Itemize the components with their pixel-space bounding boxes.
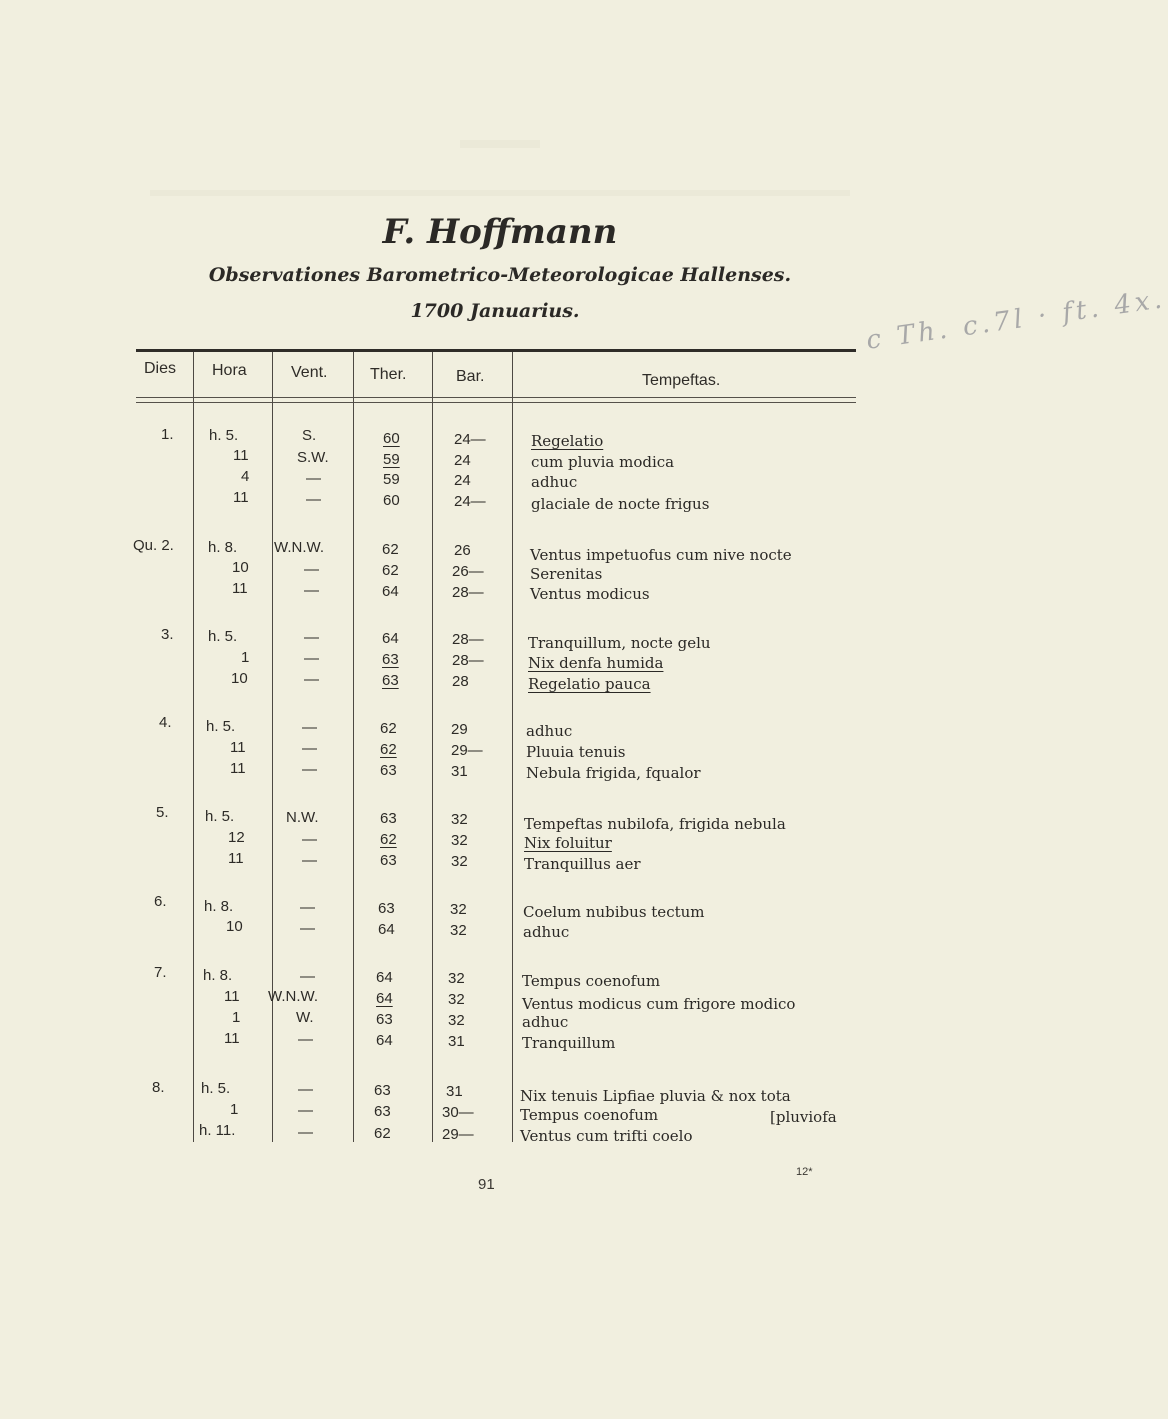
wind-cell: S.W.	[297, 449, 329, 466]
weather-cell: Ventus modicus	[530, 585, 650, 603]
thermometer-cell: 64	[376, 1032, 393, 1049]
barometer-cell: 32	[451, 811, 468, 828]
hour-cell: h. 5.	[209, 427, 239, 444]
wind-cell: —	[306, 491, 321, 508]
day-cell: 8.	[152, 1079, 165, 1096]
barometer-cell: 24	[454, 452, 471, 469]
weather-cell: Tempeftas nubilofa, frigida nebula	[524, 815, 786, 833]
hour-cell: h. 8.	[204, 898, 234, 915]
thermometer-cell: 62	[382, 562, 399, 579]
thermometer-cell: 62	[380, 831, 397, 848]
barometer-cell: 26—	[452, 563, 484, 580]
thermometer-cell: 63	[380, 762, 397, 779]
wind-cell: —	[304, 671, 319, 688]
barometer-cell: 31	[448, 1033, 465, 1050]
header-rule-double	[136, 402, 856, 403]
weather-cell: Nix tenuis Lipfiae pluvia & nox tota	[520, 1087, 791, 1105]
thermometer-cell: 63	[374, 1082, 391, 1099]
weather-cell: Nix foluitur	[524, 834, 612, 852]
thermometer-cell: 63	[374, 1103, 391, 1120]
hour-cell: 11	[224, 988, 240, 1005]
wind-cell: S.	[302, 427, 317, 444]
weather-cell: Ventus cum trifti coelo	[520, 1127, 693, 1145]
hour-cell: 10	[232, 559, 249, 576]
barometer-cell: 28—	[452, 652, 484, 669]
thermometer-cell: 62	[380, 741, 397, 758]
author-title: F. Hoffmann	[382, 212, 618, 252]
wind-cell: —	[302, 831, 317, 848]
thermometer-cell: 63	[376, 1011, 393, 1028]
barometer-cell: 31	[446, 1083, 463, 1100]
column-divider	[193, 352, 194, 1142]
day-cell: 5.	[156, 804, 169, 821]
wind-cell: —	[304, 629, 319, 646]
hour-cell: 11	[233, 447, 249, 464]
barometer-cell: 29	[451, 721, 468, 738]
column-divider	[512, 352, 513, 1142]
barometer-cell: 31	[451, 763, 468, 780]
column-header-bar: Bar.	[456, 368, 485, 385]
column-header-tempestas: Tempeftas.	[642, 372, 721, 389]
barometer-cell: 24—	[454, 431, 486, 448]
thermometer-cell: 62	[382, 541, 399, 558]
weather-cell: adhuc	[531, 473, 578, 491]
weather-cell: Tranquillus aer	[524, 855, 641, 873]
barometer-cell: 28	[452, 673, 469, 690]
barometer-cell: 29—	[442, 1126, 474, 1143]
barometer-cell: 32	[448, 970, 465, 987]
wind-cell: —	[304, 582, 319, 599]
day-cell: 6.	[154, 893, 167, 910]
barometer-cell: 32	[451, 832, 468, 849]
hour-cell: 10	[226, 918, 243, 935]
hour-cell: h. 5.	[206, 718, 236, 735]
wind-cell: —	[300, 920, 315, 937]
barometer-cell: 29—	[451, 742, 483, 759]
wind-cell: N.W.	[286, 809, 319, 826]
bleed-through	[460, 140, 540, 148]
hour-cell: 1	[230, 1101, 239, 1118]
barometer-cell: 30—	[442, 1104, 474, 1121]
hour-cell: 11	[228, 850, 244, 867]
day-cell: 1.	[161, 426, 174, 443]
weather-cell: Tranquillum	[522, 1034, 616, 1052]
hour-cell: h. 8.	[208, 539, 238, 556]
hour-cell: 4	[241, 468, 250, 485]
weather-cell: Pluuia tenuis	[526, 743, 626, 761]
bleed-through	[150, 190, 850, 196]
thermometer-cell: 64	[382, 583, 399, 600]
wind-cell: —	[300, 968, 315, 985]
weather-cell: Ventus modicus cum frigore modico	[522, 995, 796, 1013]
thermometer-cell: 60	[383, 430, 400, 447]
wind-cell: —	[304, 650, 319, 667]
weather-cell-continuation: [pluviofa	[770, 1108, 837, 1126]
day-cell: 3.	[161, 626, 174, 643]
wind-cell: W.N.W.	[268, 988, 318, 1005]
weather-cell: cum pluvia modica	[531, 453, 675, 471]
wind-cell: —	[302, 761, 317, 778]
wind-cell: —	[304, 561, 319, 578]
column-header-dies: Dies	[144, 360, 177, 377]
column-header-ther: Ther.	[370, 366, 407, 383]
barometer-cell: 32	[450, 922, 467, 939]
thermometer-cell: 63	[380, 852, 397, 869]
weather-cell: Nix denfa humida	[528, 654, 664, 672]
thermometer-cell: 64	[376, 990, 393, 1007]
weather-cell: Tranquillum, nocte gelu	[528, 634, 711, 652]
thermometer-cell: 63	[382, 672, 399, 689]
barometer-cell: 32	[450, 901, 467, 918]
column-divider	[353, 352, 354, 1142]
barometer-cell: 32	[448, 1012, 465, 1029]
hour-cell: 11	[233, 489, 249, 506]
thermometer-cell: 60	[383, 492, 400, 509]
thermometer-cell: 64	[376, 969, 393, 986]
weather-cell: adhuc	[522, 1013, 569, 1031]
pencil-annotation: c Th. c.7l · ft. 4x.	[864, 284, 1168, 356]
thermometer-cell: 64	[382, 630, 399, 647]
wind-cell: —	[302, 719, 317, 736]
hour-cell: h. 5.	[205, 808, 235, 825]
hour-cell: 1	[241, 649, 250, 666]
weather-cell: Coelum nubibus tectum	[523, 903, 705, 921]
thermometer-cell: 63	[378, 900, 395, 917]
weather-cell: adhuc	[526, 722, 573, 740]
weather-cell: Nebula frigida, fqualor	[526, 764, 701, 782]
document-subtitle: Observationes Barometrico-Meteorologicae Hallenses.	[208, 264, 792, 286]
hour-cell: 11	[230, 739, 246, 756]
thermometer-cell: 62	[380, 720, 397, 737]
column-divider	[272, 352, 273, 1142]
weather-cell: Regelatio pauca	[528, 675, 651, 693]
thermometer-cell: 64	[378, 921, 395, 938]
hour-cell: 11	[232, 580, 248, 597]
wind-cell: W.	[296, 1009, 314, 1026]
barometer-cell: 24—	[454, 493, 486, 510]
barometer-cell: 28—	[452, 631, 484, 648]
header-rule	[136, 397, 856, 398]
hour-cell: 11	[224, 1030, 240, 1047]
column-header-hora: Hora	[212, 362, 247, 379]
hour-cell: 11	[230, 760, 246, 777]
hour-cell: 12	[228, 829, 245, 846]
thermometer-cell: 59	[383, 451, 400, 468]
column-divider	[432, 352, 433, 1142]
hour-cell: h. 5.	[201, 1080, 231, 1097]
wind-cell: —	[302, 740, 317, 757]
weather-cell: Serenitas	[530, 565, 603, 583]
month-heading: 1700 Januarius.	[410, 300, 580, 322]
hour-cell: 10	[231, 670, 248, 687]
barometer-cell: 26	[454, 542, 471, 559]
weather-cell: adhuc	[523, 923, 570, 941]
wind-cell: —	[298, 1031, 313, 1048]
wind-cell: W.N.W.	[274, 539, 324, 556]
barometer-cell: 24	[454, 472, 471, 489]
hour-cell: h. 5.	[208, 628, 238, 645]
column-header-vent: Vent.	[291, 364, 328, 381]
thermometer-cell: 59	[383, 471, 400, 488]
wind-cell: —	[298, 1102, 313, 1119]
weather-cell: Tempus coenofum	[520, 1106, 659, 1124]
wind-cell: —	[298, 1081, 313, 1098]
wind-cell: —	[298, 1124, 313, 1141]
hour-cell: h. 11.	[199, 1122, 236, 1139]
wind-cell: —	[306, 470, 321, 487]
thermometer-cell: 63	[382, 651, 399, 668]
hour-cell: 1	[232, 1009, 241, 1026]
weather-cell: glaciale de nocte frigus	[531, 495, 710, 513]
hour-cell: h. 8.	[203, 967, 233, 984]
weather-cell: Regelatio	[531, 432, 604, 450]
page-number: 91	[478, 1176, 495, 1193]
weather-cell: Tempus coenofum	[522, 972, 661, 990]
table-top-rule	[136, 349, 856, 352]
day-cell: Qu. 2.	[133, 537, 174, 554]
day-cell: 4.	[159, 714, 172, 731]
day-cell: 7.	[154, 964, 167, 981]
thermometer-cell: 62	[374, 1125, 391, 1142]
wind-cell: —	[300, 899, 315, 916]
barometer-cell: 28—	[452, 584, 484, 601]
barometer-cell: 32	[451, 853, 468, 870]
thermometer-cell: 63	[380, 810, 397, 827]
barometer-cell: 32	[448, 991, 465, 1008]
weather-cell: Ventus impetuofus cum nive nocte	[530, 546, 792, 564]
signature-mark: 12*	[796, 1166, 813, 1178]
wind-cell: —	[302, 852, 317, 869]
